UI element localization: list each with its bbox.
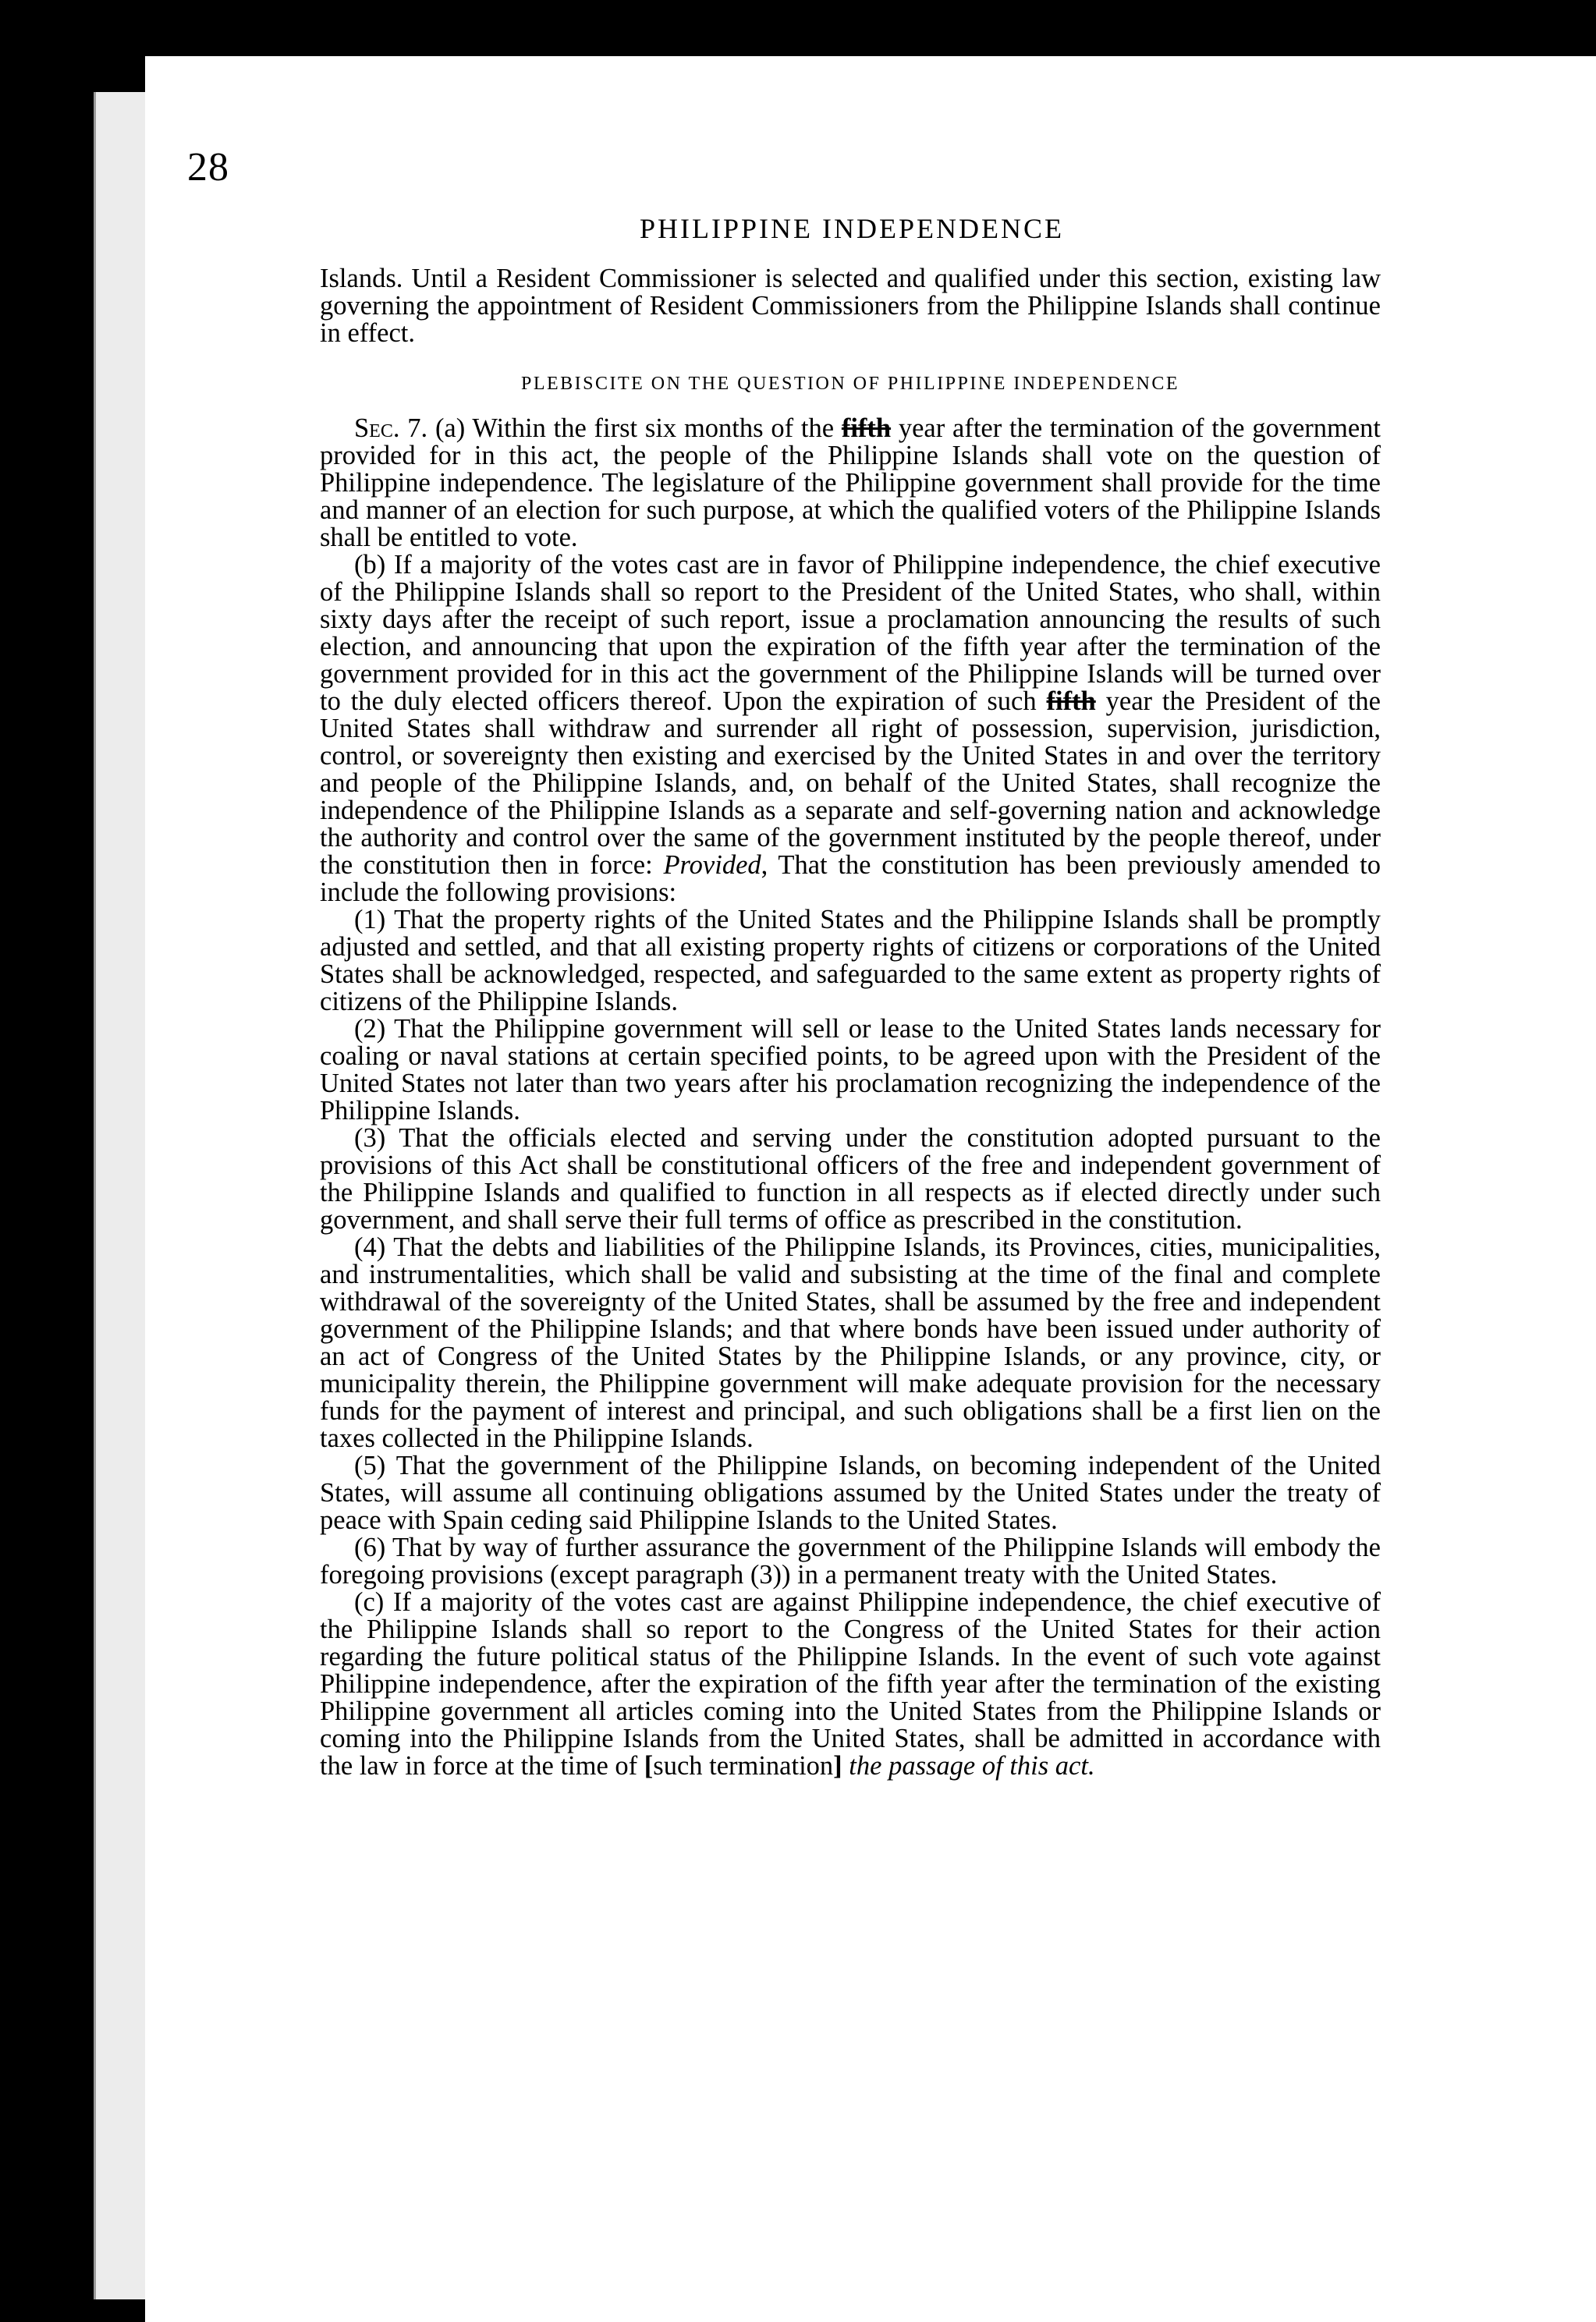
struck-word: fifth: [1046, 686, 1096, 716]
bracket-close: ]: [833, 1751, 842, 1781]
provision-5: (5) That the government of the Philippine Islands, on becoming independent of the United States, will assume all continuing obligations assumed by the United States under the treaty of peace with Spain ceding said Philippine Islands to the United States.: [320, 1451, 1381, 1535]
section-7a-text-start: (a) Within the first six months of the: [427, 413, 842, 443]
section-7b-text-end: , That the constitution has been previously amended to include the following provisions:: [320, 850, 1381, 907]
running-head: PHILIPPINE INDEPENDENCE: [640, 213, 1064, 244]
bracket-open: [: [644, 1751, 654, 1781]
document-body: [320, 265, 1381, 1780]
provision-1: (1) That the property rights of the United States and the Philippine Islands shall be promptly adjusted and settled, and that all existing property rights of citizens or corporations of the United States shall be acknowledged, respected, and safeguarded to the same extent as property rights of citizens of the Philippine Islands.: [320, 905, 1381, 1016]
bracketed-deletion: such termination: [653, 1751, 834, 1781]
intro-paragraph: Islands. Until a Resident Commissioner is selected and qualified under this section, existing law governing the appointment of Resident Commissioners from the Philippine Islands shall continue in effect.: [320, 264, 1381, 348]
inserted-text: the passage of this act.: [842, 1751, 1095, 1781]
section-7b-paragraph: [320, 551, 1381, 906]
section-7c-text: (c) If a majority of the votes cast are against Philippine independence, the chief executive of the Philippine Islands shall so report to the Congress of the United States for their action regarding the future political status of the Philippine Islands. In the event of such vote against Philippine independence, after the expiration of the fifth year after the termination of the existing Philippine government all articles coming into the United States from the Philippine Islands or coming into the Philippine Islands from the United States, shall be admitted in accordance with the law in force at the time of: [320, 1587, 1381, 1781]
page-number: 28: [187, 145, 229, 190]
section-7b-text-start: (b) If a majority of the votes cast are in favor of Philippine independence, the chief executive of the Philippine Islands shall so report to the President of the United States, who shall, within sixty days after the receipt of such report, issue a proclamation announcing the results of such election, and announcing that upon the expiration of the fifth year after the termination of the government provided for in this act the government of the Philippine Islands will be turned over to the duly elected officers thereof. Upon the expiration of such: [320, 550, 1381, 716]
section-7c-paragraph: [320, 1589, 1381, 1780]
struck-word: fifth: [841, 413, 892, 443]
section-7a-text-end: year after the termination of the government provided for in this act, the people of the Philippine Islands shall vote on the question of Philippine independence. The legislature of the Philippine government shall provide for the time and manner of an election for such purpose, at which the qualified voters of the Philippine Islands shall be entitled to vote.: [320, 413, 1381, 552]
provision-2: (2) That the Philippine government will sell or lease to the United States lands necessary for coaling or naval stations at certain specified points, to be agreed upon with the President of the United States not later than two years after his proclamation recognizing the independence of the Philippine Islands.: [320, 1014, 1381, 1126]
provision-3: (3) That the officials elected and serving under the constitution adopted pursuant to the provisions of this Act shall be constitutional officers of the free and independent government of the Philippine Islands and qualified to function in all respects as if elected directly under such government, and shall serve their full terms of office as prescribed in the constitution.: [320, 1123, 1381, 1235]
section-7b-text-middle: year the President of the United States shall withdraw and surrender all right of possession, supervision, jurisdiction, control, or sovereignty then existing and exercised by the United States in and over the territory and people of the Philippine Islands, and, on behalf of the United States, shall recognize the independence of the Philippine Islands as a separate and self-governing nation and acknowledge the authority and control over the same of the government instituted by the people thereof, under the constitution then in force:: [320, 686, 1381, 880]
proviso-word: Provided: [663, 850, 761, 880]
section-label: Sec. 7.: [354, 413, 428, 443]
section-heading: PLEBISCITE ON THE QUESTION OF PHILIPPINE INDEPENDENCE: [520, 374, 1180, 394]
section-7a-paragraph: [320, 415, 1381, 551]
provision-4: (4) That the debts and liabilities of the Philippine Islands, its Provinces, cities, municipalities, and instrumentalities, which shall be valid and subsisting at the time of the final and complete withdrawal of the sovereignty of the United States, shall be assumed by the free and independent government of the Philippine Islands; and that where bonds have been issued under authority of an act of Congress of the United States by the Philippine Islands, or any province, city, or municipality therein, the Philippine government will make adequate provision for the necessary funds for the payment of interest and principal, and such obligations shall be a first lien on the taxes collected in the Philippine Islands.: [320, 1232, 1381, 1453]
provision-6: (6) That by way of further assurance the government of the Philippine Islands will embody the foregoing provisions (except paragraph (3)) in a permanent treaty with the United States.: [320, 1533, 1381, 1590]
